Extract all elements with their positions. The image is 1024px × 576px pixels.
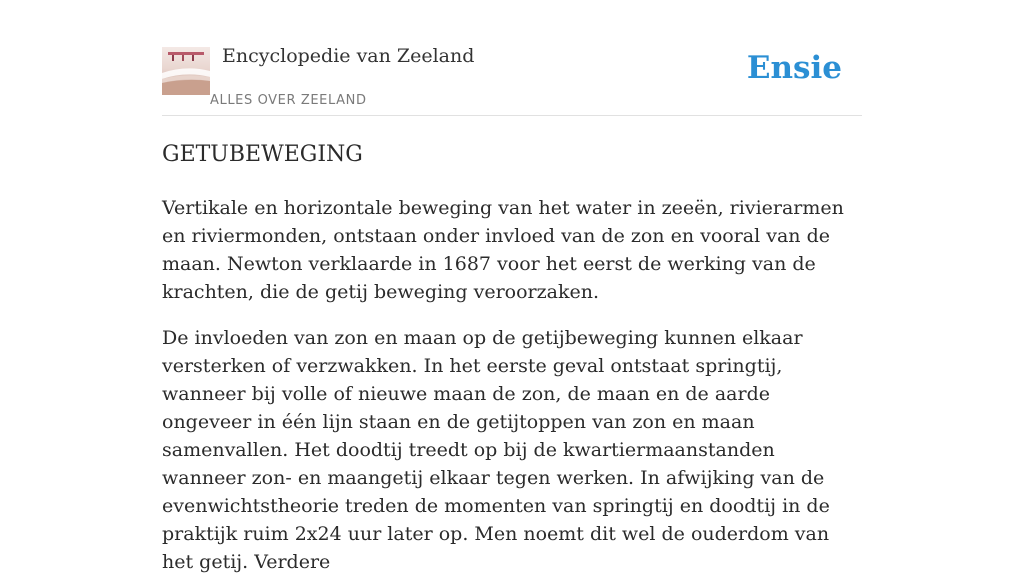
site-header [162, 40, 862, 116]
site-subtitle: ALLES OVER ZEELAND [210, 93, 367, 108]
article-paragraph: De invloeden van zon en maan op de getijbeweging kunnen elkaar versterken of verzwakken. In het eerste geval ontstaat springtij, wanneer bij volle of nieuwe maan de zon, de maan en de aarde ongeveer in één lijn staan en de getijtoppen van zon en maan samenvallen. Het doodtij treedt op bij de kwartiermaanstanden wanneer zon- en maangetij elkaar tegen werken. In afwijking van de evenwichtstheorie treden de momenten van springtij en doodtij in de praktijk ruim 2x24 uur later op. Men noemt dit wel de ouderdom van het getij. Verdere [162, 327, 830, 573]
site-title[interactable]: Encyclopedie van Zeeland [222, 45, 475, 67]
page-title: GETUBEWEGING [162, 142, 363, 167]
book-pages-avatar-icon[interactable] [162, 47, 210, 95]
article-paragraph: Vertikale en horizontale beweging van het water in zeeën, rivierarmen en riviermonden, ontstaan onder invloed van de zon en vooral van de maan. Newton verklaarde in 1687 voor het eerst de werking van de krachten, die de getij beweging veroorzaken. [162, 197, 844, 303]
ensie-logo-link[interactable]: Ensie [746, 50, 842, 86]
article [162, 140, 862, 576]
